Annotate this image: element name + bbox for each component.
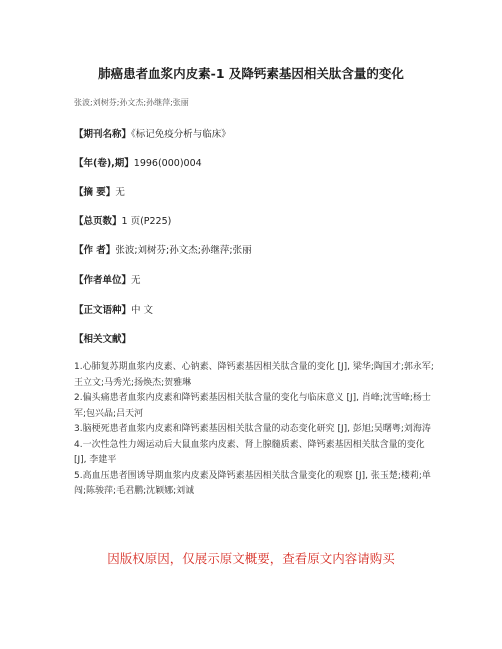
field-related-literature bbox=[74, 331, 131, 345]
field-label: 【作 者】 bbox=[74, 245, 116, 256]
field-value: 1996(000)004 bbox=[133, 158, 202, 169]
field-value: 1 页(P225) bbox=[121, 216, 172, 227]
field-abstract bbox=[74, 184, 125, 198]
field-value: 中 文 bbox=[131, 305, 154, 316]
field-year-volume-issue bbox=[74, 155, 202, 169]
field-authors bbox=[74, 242, 252, 256]
field-value: 无 bbox=[115, 187, 125, 198]
reference-item: 2.偏头痛患者血浆内皮素和降钙素基因相关肽含量的变化与临床意义 [J], 肖峰;沈雪峰;杨士军;包兴晶;吕天河 bbox=[74, 393, 431, 419]
reference-item: 1.心肺复苏期血浆内皮素、心钠素、降钙素基因相关肽含量的变化 [J], 梁华;陶国才;郭永军;王立文;马秀光;扬焕杰;贺雅琳 bbox=[74, 362, 434, 388]
reference-item: 4.一次性急性力竭运动后大鼠血浆内皮素、肾上腺髓质素、降钙素基因相关肽含量的变化 [J], 李建平 bbox=[74, 439, 425, 465]
field-label: 【年(卷),期】 bbox=[74, 158, 134, 169]
field-label: 【摘 要】 bbox=[74, 187, 116, 198]
field-value: 张波;刘树芬;孙文杰;孙继萍;张丽 bbox=[115, 245, 252, 256]
article-title: 肺癌患者血浆内皮素-1 及降钙素基因相关肽含量的变化 bbox=[98, 66, 404, 81]
copyright-notice: 因版权原因，仅展示原文概要，查看原文内容请购买 bbox=[107, 551, 395, 566]
field-total-pages bbox=[74, 213, 171, 227]
field-label: 【期刊名称】 bbox=[74, 129, 132, 140]
field-label: 【作者单位】 bbox=[74, 275, 132, 286]
field-value: 《标记免疫分析与临床》 bbox=[131, 129, 231, 140]
field-author-affiliation bbox=[74, 272, 141, 286]
authors-line: 张波;刘树芬;孙文杰;孙继萍;张丽 bbox=[74, 98, 189, 107]
field-label: 【总页数】 bbox=[74, 216, 122, 227]
field-label: 【相关文献】 bbox=[74, 334, 132, 345]
field-value: 无 bbox=[131, 275, 141, 286]
field-language bbox=[74, 302, 153, 316]
reference-item: 5.高血压患者围诱导期血浆内皮素及降钙素基因相关肽含量变化的观察 [J], 张玉楚;楼莉;单闯;陈骏萍;毛君鹏;沈颖娜;刘诚 bbox=[74, 470, 431, 496]
field-label: 【正文语种】 bbox=[74, 305, 132, 316]
field-journal-name bbox=[74, 126, 231, 140]
reference-list bbox=[74, 360, 438, 500]
reference-item: 3.脑梗死患者血浆内皮素和降钙素基因相关肽含量的动态变化研究 [J], 彭旭;吴曙粤;刘海涛 bbox=[74, 424, 431, 434]
